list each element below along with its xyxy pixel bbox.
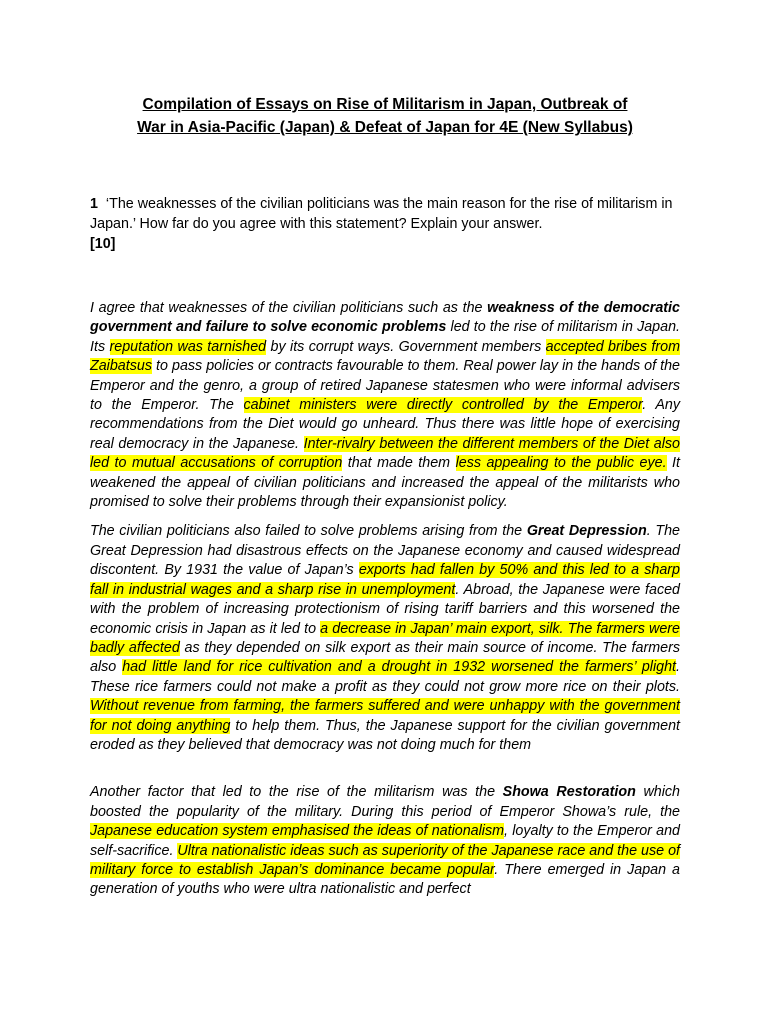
essay-paragraph-1 <box>90 299 680 512</box>
question-marks: [10] <box>90 236 116 252</box>
text-segment: . There emerged in Japan a generation of youths who were ultra nationalistic and perfect <box>90 861 681 898</box>
text-segment: led to the rise of militarism in Japan. Its <box>90 319 680 355</box>
highlighted-text: accepted bribes from Zaibatsus <box>90 338 680 375</box>
highlighted-text: exports had fallen by 50% and this led to a sharp fall in industrial wages and a sharp rise in unemployment <box>90 562 681 598</box>
highlighted-text: Without revenue from farming, the farmers suffered and were unhappy with the government for not doing anything <box>90 698 680 734</box>
bold-key-term: Great Depression <box>526 523 647 540</box>
essay-paragraph-2 <box>90 522 680 755</box>
text-segment: , loyalty to the Emperor and self-sacrifice. <box>90 823 680 859</box>
text-segment: I agree that weaknesses of the civilian politicians such as the <box>90 300 488 316</box>
title-line-2: War in Asia-Pacific (Japan) & Defeat of Japan for 4E (New Syllabus) <box>137 119 633 136</box>
highlighted-text: Japanese education system emphasised the ideas of nationalism <box>90 823 505 840</box>
highlighted-text: reputation was tarnished <box>109 338 267 355</box>
text-segment: to help them. Thus, the Japanese support for the civilian government eroded as they believed that democracy was not doing much for them <box>90 717 680 753</box>
text-segment: . These rice farmers could not make a profit as they could not grow more rice on their plots. <box>90 659 680 695</box>
text-segment: that made them <box>342 455 456 472</box>
text-segment: which boosted the popularity of the military. During this period of Emperor Showa’s rule, the <box>90 784 680 820</box>
text-segment: Another factor that led to the rise of the militarism was the <box>90 784 503 801</box>
title-line-1: Compilation of Essays on Rise of Militarism in Japan, Outbreak of <box>142 96 628 113</box>
highlighted-text: Inter-rivalry between the different members of the Diet also led to mutual accusations of corruption <box>90 435 680 472</box>
highlighted-text: less appealing to the public eye. <box>455 455 667 472</box>
text-segment: It weakened the appeal of civilian politicians and increased the appeal of the militarists who promised to solve their problems through their expansionist policy. <box>90 455 680 511</box>
text-segment: . Abroad, the Japanese were faced with the problem of increasing protectionism of rising tariff barriers and this worsened the economic crisis in Japan as it led to <box>90 581 681 637</box>
bold-key-term: weakness of the democratic government and failure to solve economic problems <box>90 300 680 336</box>
question-text: ‘The weaknesses of the civilian politicians was the main reason for the rise of militarism in Japan.’ How far do you agree with this statement? Explain your answer. <box>90 196 673 232</box>
text-segment: . The Great Depression had disastrous effects on the Japanese economy and caused widespread discontent. By 1931 the value of Japan’s <box>90 523 680 579</box>
highlighted-text: cabinet ministers were directly controlled by the Emperor <box>243 397 643 414</box>
bold-key-term: Showa Restoration <box>502 784 636 801</box>
highlighted-text: had little land for rice cultivation and a drought in 1932 worsened the farmers’ plight <box>122 659 677 676</box>
text-segment: . Any recommendations from the Diet would go unheard. Thus there was little hope of exercising real democracy in the Japanese. <box>90 397 680 452</box>
text-segment: The civilian politicians also failed to solve problems arising from the <box>90 523 527 540</box>
highlighted-text: a decrease in Japan’ main export, silk. The farmers were badly affected <box>90 620 680 656</box>
text-segment: to pass policies or contracts favourable to them. Real power lay in the hands of the Emperor and the genro, a group of retired Japanese statesmen who were informal advisers to the Emperor. The <box>90 358 680 414</box>
text-segment: by its corrupt ways. Government members <box>266 338 546 355</box>
text-segment: as they depended on silk export as their main source of income. The farmers also <box>90 639 681 676</box>
essay-paragraph-3 <box>90 783 680 899</box>
question-number: 1 <box>90 196 98 212</box>
document-title <box>90 93 680 139</box>
highlighted-text: Ultra nationalistic ideas such as superiority of the Japanese race and the use of military force to establish Japan’s dominance became popular <box>90 842 680 878</box>
essay-body <box>90 299 680 900</box>
essay-question <box>90 194 680 254</box>
